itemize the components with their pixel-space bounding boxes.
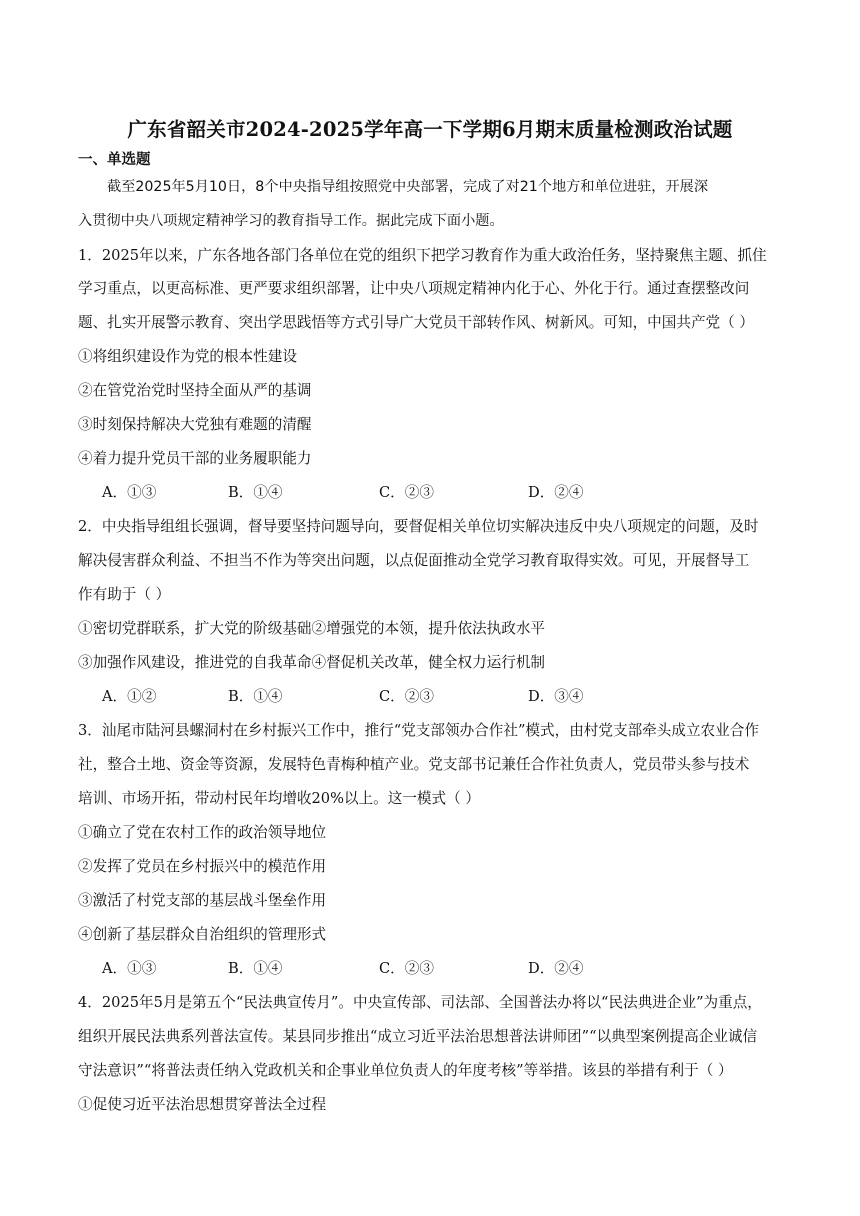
option-c[interactable]: C．②③ xyxy=(379,484,434,501)
question-2-stem: 2．中央指导组组长强调，督导要坚持问题导向，要督促相关单位切实解决违反中央八项规定的问题，及时 xyxy=(78,518,759,535)
question-3-item: ①确立了党在农村工作的政治领导地位 xyxy=(78,824,327,841)
question-1-stem: 题、扎实开展警示教育、突出学思践悟等方式引导广大党员干部转作风、树新风。可知，中国共产党（ ） xyxy=(78,314,754,331)
question-4-stem: 组织开展民法典系列普法宣传。某县同步推出“成立习近平法治思想普法讲师团”“以典型案例提高企业诚信 xyxy=(78,1028,758,1045)
option-b[interactable]: B．①④ xyxy=(228,484,283,501)
question-1-stem: 1．2025年以来，广东各地各部门各单位在党的组织下把学习教育作为重大政治任务，坚持聚焦主题、抓住 xyxy=(78,247,767,264)
question-1-item: ④着力提升党员干部的业务履职能力 xyxy=(78,450,312,467)
question-2-stem: 作有助于（ ） xyxy=(78,586,171,603)
option-a[interactable]: A．①③ xyxy=(102,960,157,977)
option-d[interactable]: D．②④ xyxy=(528,484,584,501)
option-b[interactable]: B．①④ xyxy=(228,960,283,977)
question-2-stem: 解决侵害群众利益、不担当不作为等突出问题，以点促面推动全党学习教育取得实效。可见，开展督导工 xyxy=(78,552,750,569)
section-heading: 一、单选题 xyxy=(78,151,151,168)
question-3-item: ③激活了村党支部的基层战斗堡垒作用 xyxy=(78,892,327,909)
option-b[interactable]: B．①④ xyxy=(228,688,283,705)
question-2-item: ①密切党群联系，扩大党的阶级基础②增强党的本领，提升依法执政水平 xyxy=(78,620,546,637)
question-3-stem: 社，整合土地、资金等资源，发展特色青梅种植产业。党支部书记兼任合作社负责人，党员带头参与技术 xyxy=(78,756,750,773)
option-a[interactable]: A．①② xyxy=(102,688,157,705)
question-1-item: ①将组织建设作为党的根本性建设 xyxy=(78,348,297,365)
option-c[interactable]: C．②③ xyxy=(379,688,434,705)
question-3-stem: 培训、市场开拓，带动村民年均增收20%以上。这一模式（ ） xyxy=(78,790,480,807)
question-3-item: ④创新了基层群众自治组织的管理形式 xyxy=(78,926,327,943)
question-3-item: ②发挥了党员在乡村振兴中的模范作用 xyxy=(78,858,327,875)
question-1-stem: 学习重点，以更高标准、更严要求组织部署，让中央八项规定精神内化于心、外化于行。通过查摆整改问 xyxy=(78,280,750,297)
question-2-item: ③加强作风建设，推进党的自我革命④督促机关改革，健全权力运行机制 xyxy=(78,654,546,671)
intro-line: 入贯彻中央八项规定精神学习的教育指导工作。据此完成下面小题。 xyxy=(78,213,504,229)
intro-line: 截至2025年5月10日，8个中央指导组按照党中央部署，完成了对21个地方和单位进驻，开展深 xyxy=(107,179,709,195)
option-d[interactable]: D．②④ xyxy=(528,960,584,977)
page-title: 广东省韶关市2024-2025学年高一下学期6月期末质量检测政治试题 xyxy=(127,118,733,141)
question-1-item: ③时刻保持解决大党独有难题的清醒 xyxy=(78,416,312,433)
option-c[interactable]: C．②③ xyxy=(379,960,434,977)
question-3-stem: 3．汕尾市陆河县螺洞村在乡村振兴工作中，推行“党支部领办合作社”模式，由村党支部牵头成立农业合作 xyxy=(78,722,759,739)
option-d[interactable]: D．③④ xyxy=(528,688,584,705)
question-1-item: ②在管党治党时坚持全面从严的基调 xyxy=(78,382,312,399)
question-4-stem: 守法意识”“将普法责任纳入党政机关和企事业单位负责人的年度考核”等举措。该县的举措有利于（ ） xyxy=(78,1062,733,1079)
question-4-item: ①促使习近平法治思想贯穿普法全过程 xyxy=(78,1096,327,1113)
option-a[interactable]: A．①③ xyxy=(102,484,157,501)
question-4-stem: 4．2025年5月是第五个“民法典宣传月”。中央宣传部、司法部、全国普法办将以“民法典进企业”为重点， xyxy=(78,994,762,1011)
